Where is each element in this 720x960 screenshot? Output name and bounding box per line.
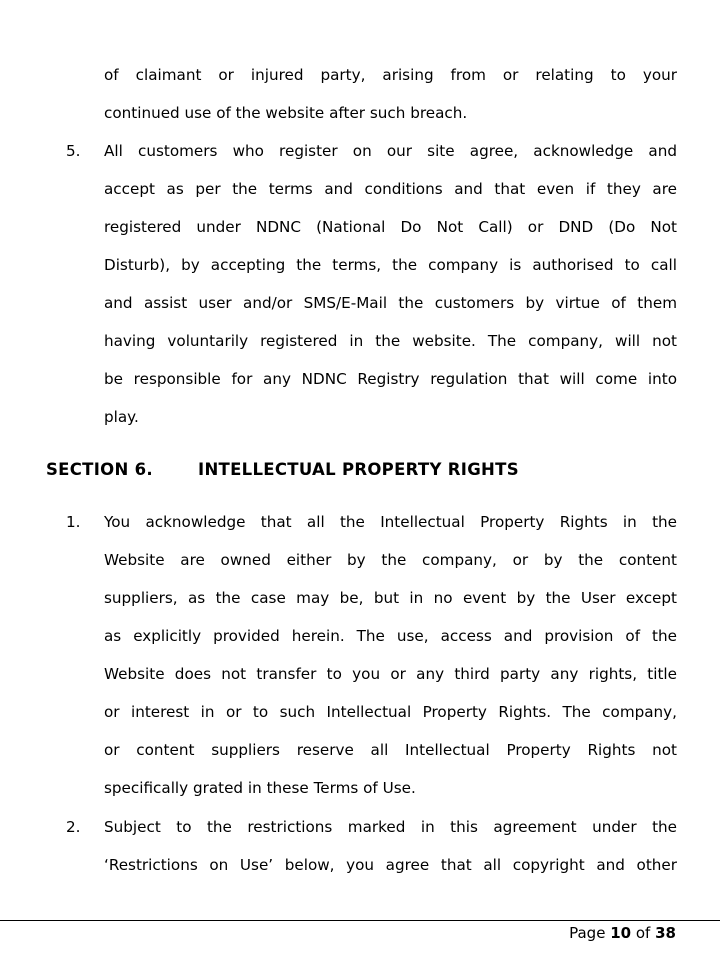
paragraph-line: Disturb), by accepting the terms, the company is authorised to call (104, 256, 677, 274)
paragraph-line: and assist user and/or SMS/E-Mail the customers by virtue of them (104, 294, 677, 312)
paragraph-line: All customers who register on our site agree, acknowledge and (104, 142, 677, 160)
paragraph-line: specifically grated in these Terms of Use. (104, 779, 416, 797)
paragraph-line: Website are owned either by the company, or by the content (104, 551, 677, 569)
total-pages: 38 (655, 924, 676, 942)
paragraph-line: ‘Restrictions on Use’ below, you agree that all copyright and other (104, 856, 677, 874)
paragraph-line: of claimant or injured party, arising from or relating to your (104, 66, 677, 84)
paragraph-line: You acknowledge that all the Intellectual Property Rights in the (104, 513, 677, 531)
paragraph-line: Website does not transfer to you or any third party any rights, title (104, 665, 677, 683)
list-item-number: 1. (66, 513, 81, 531)
paragraph-line: accept as per the terms and conditions and that even if they are (104, 180, 677, 198)
paragraph-line: play. (104, 408, 139, 426)
section-heading (46, 454, 519, 486)
list-item-number: 2. (66, 818, 81, 836)
current-page: 10 (610, 924, 632, 942)
paragraph-line: having voluntarily registered in the website. The company, will not (104, 332, 677, 350)
paragraph-line: or content suppliers reserve all Intellectual Property Rights not (104, 741, 677, 759)
paragraph-line: or interest in or to such Intellectual Property Rights. The company, (104, 703, 677, 721)
paragraph-line: Subject to the restrictions marked in this agreement under the (104, 818, 677, 836)
paragraph-line: be responsible for any NDNC Registry regulation that will come into (104, 370, 677, 388)
paragraph-line: suppliers, as the case may be, but in no event by the User except (104, 589, 677, 607)
of-word: of (635, 924, 651, 942)
page-number (569, 920, 676, 946)
paragraph-line: continued use of the website after such breach. (104, 104, 468, 122)
paragraph-line: registered under NDNC (National Do Not Call) or DND (Do Not (104, 218, 677, 236)
section-number: SECTION 6. (46, 460, 153, 479)
page-word: Page (569, 924, 606, 942)
paragraph-line: as explicitly provided herein. The use, access and provision of the (104, 627, 677, 645)
section-title: INTELLECTUAL PROPERTY RIGHTS (198, 460, 519, 479)
list-item-number: 5. (66, 142, 81, 160)
